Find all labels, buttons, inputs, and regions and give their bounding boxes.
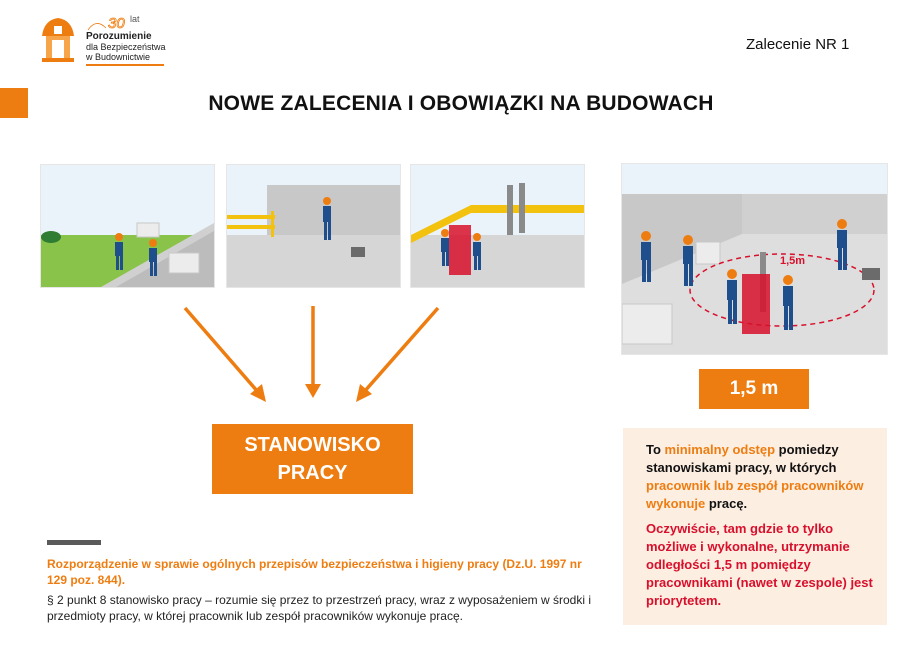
scene-distance-1-5m-illustration [621,163,888,355]
arrow-left [185,308,258,392]
worker-figure-10 [837,219,847,270]
info-p1-highlight-1: minimalny odstęp [664,442,776,457]
logo-line-1: Porozumienie [86,31,152,42]
page-title: NOWE ZALECENIA I OBOWIĄZKI NA BUDOWACH [208,92,714,115]
worker-figure-2 [149,239,157,276]
worker-figure-3 [323,197,331,240]
info-paragraph-2: Oczywiście, tam gdzie to tylko możliwe i wykonalne, utrzymanie odległości 1,5 m pomiędzy pracownikami (nawet w zespole) jest priorytetem. [646,521,873,608]
logo-line-3: w Budownictwie [86,52,151,62]
info-p1-text-c: pracę. [705,496,748,511]
section-divider [47,540,101,545]
distance-badge: 1,5 m [699,369,809,409]
regulation-title: Rozporządzenie w sprawie ogólnych przepisów bezpieczeństwa i higieny pracy (Dz.U. 1997 nr 129 poz. 844). [47,557,582,587]
workstation-line-1: STANOWISKO [244,434,381,456]
workstation-line-2: PRACY [277,462,348,484]
scene-formwork-team-illustration [410,164,585,288]
worker-figure-1 [115,233,123,270]
regulation-body: § 2 punkt 8 stanowisko pracy – rozumie się przez to przestrzeń pracy, wraz z wyposażeniem w środki i przedmioty pracy, w której pracownik lub zespół pracowników wykonuje pracę. [47,593,591,623]
worker-figure-8 [727,269,737,324]
logo-number: 30 [108,15,125,32]
recommendation-number: Zalecenie NR 1 [746,36,850,53]
distance-label: 1,5m [780,255,806,267]
info-p1-text-b: pomiedzy stanowiskami pracy, w których [646,442,839,475]
worker-figure-7 [683,235,693,286]
arrow-right [364,308,438,392]
workstation-box [212,424,413,494]
logo-lat: lat [130,14,140,24]
worker-figure-4 [441,229,449,266]
logo-text [86,32,206,62]
worker-figure-9 [783,275,793,330]
logo-emblem-icon [38,14,78,64]
info-paragraph-1 [646,441,876,513]
info-p1-highlight-2: pracownik lub zespół pracowników wykonuje [646,478,864,511]
logo-line-2: dla Bezpieczeństwa [86,42,166,52]
worker-figure-6 [641,231,651,282]
info-p1-text-a: To [646,442,665,457]
worker-figure-5 [473,233,481,270]
logo-underline [86,64,164,66]
converging-arrows [170,300,450,410]
scene-wall-worker-illustration [226,164,401,288]
scene-outdoor-workers-illustration [40,164,215,288]
